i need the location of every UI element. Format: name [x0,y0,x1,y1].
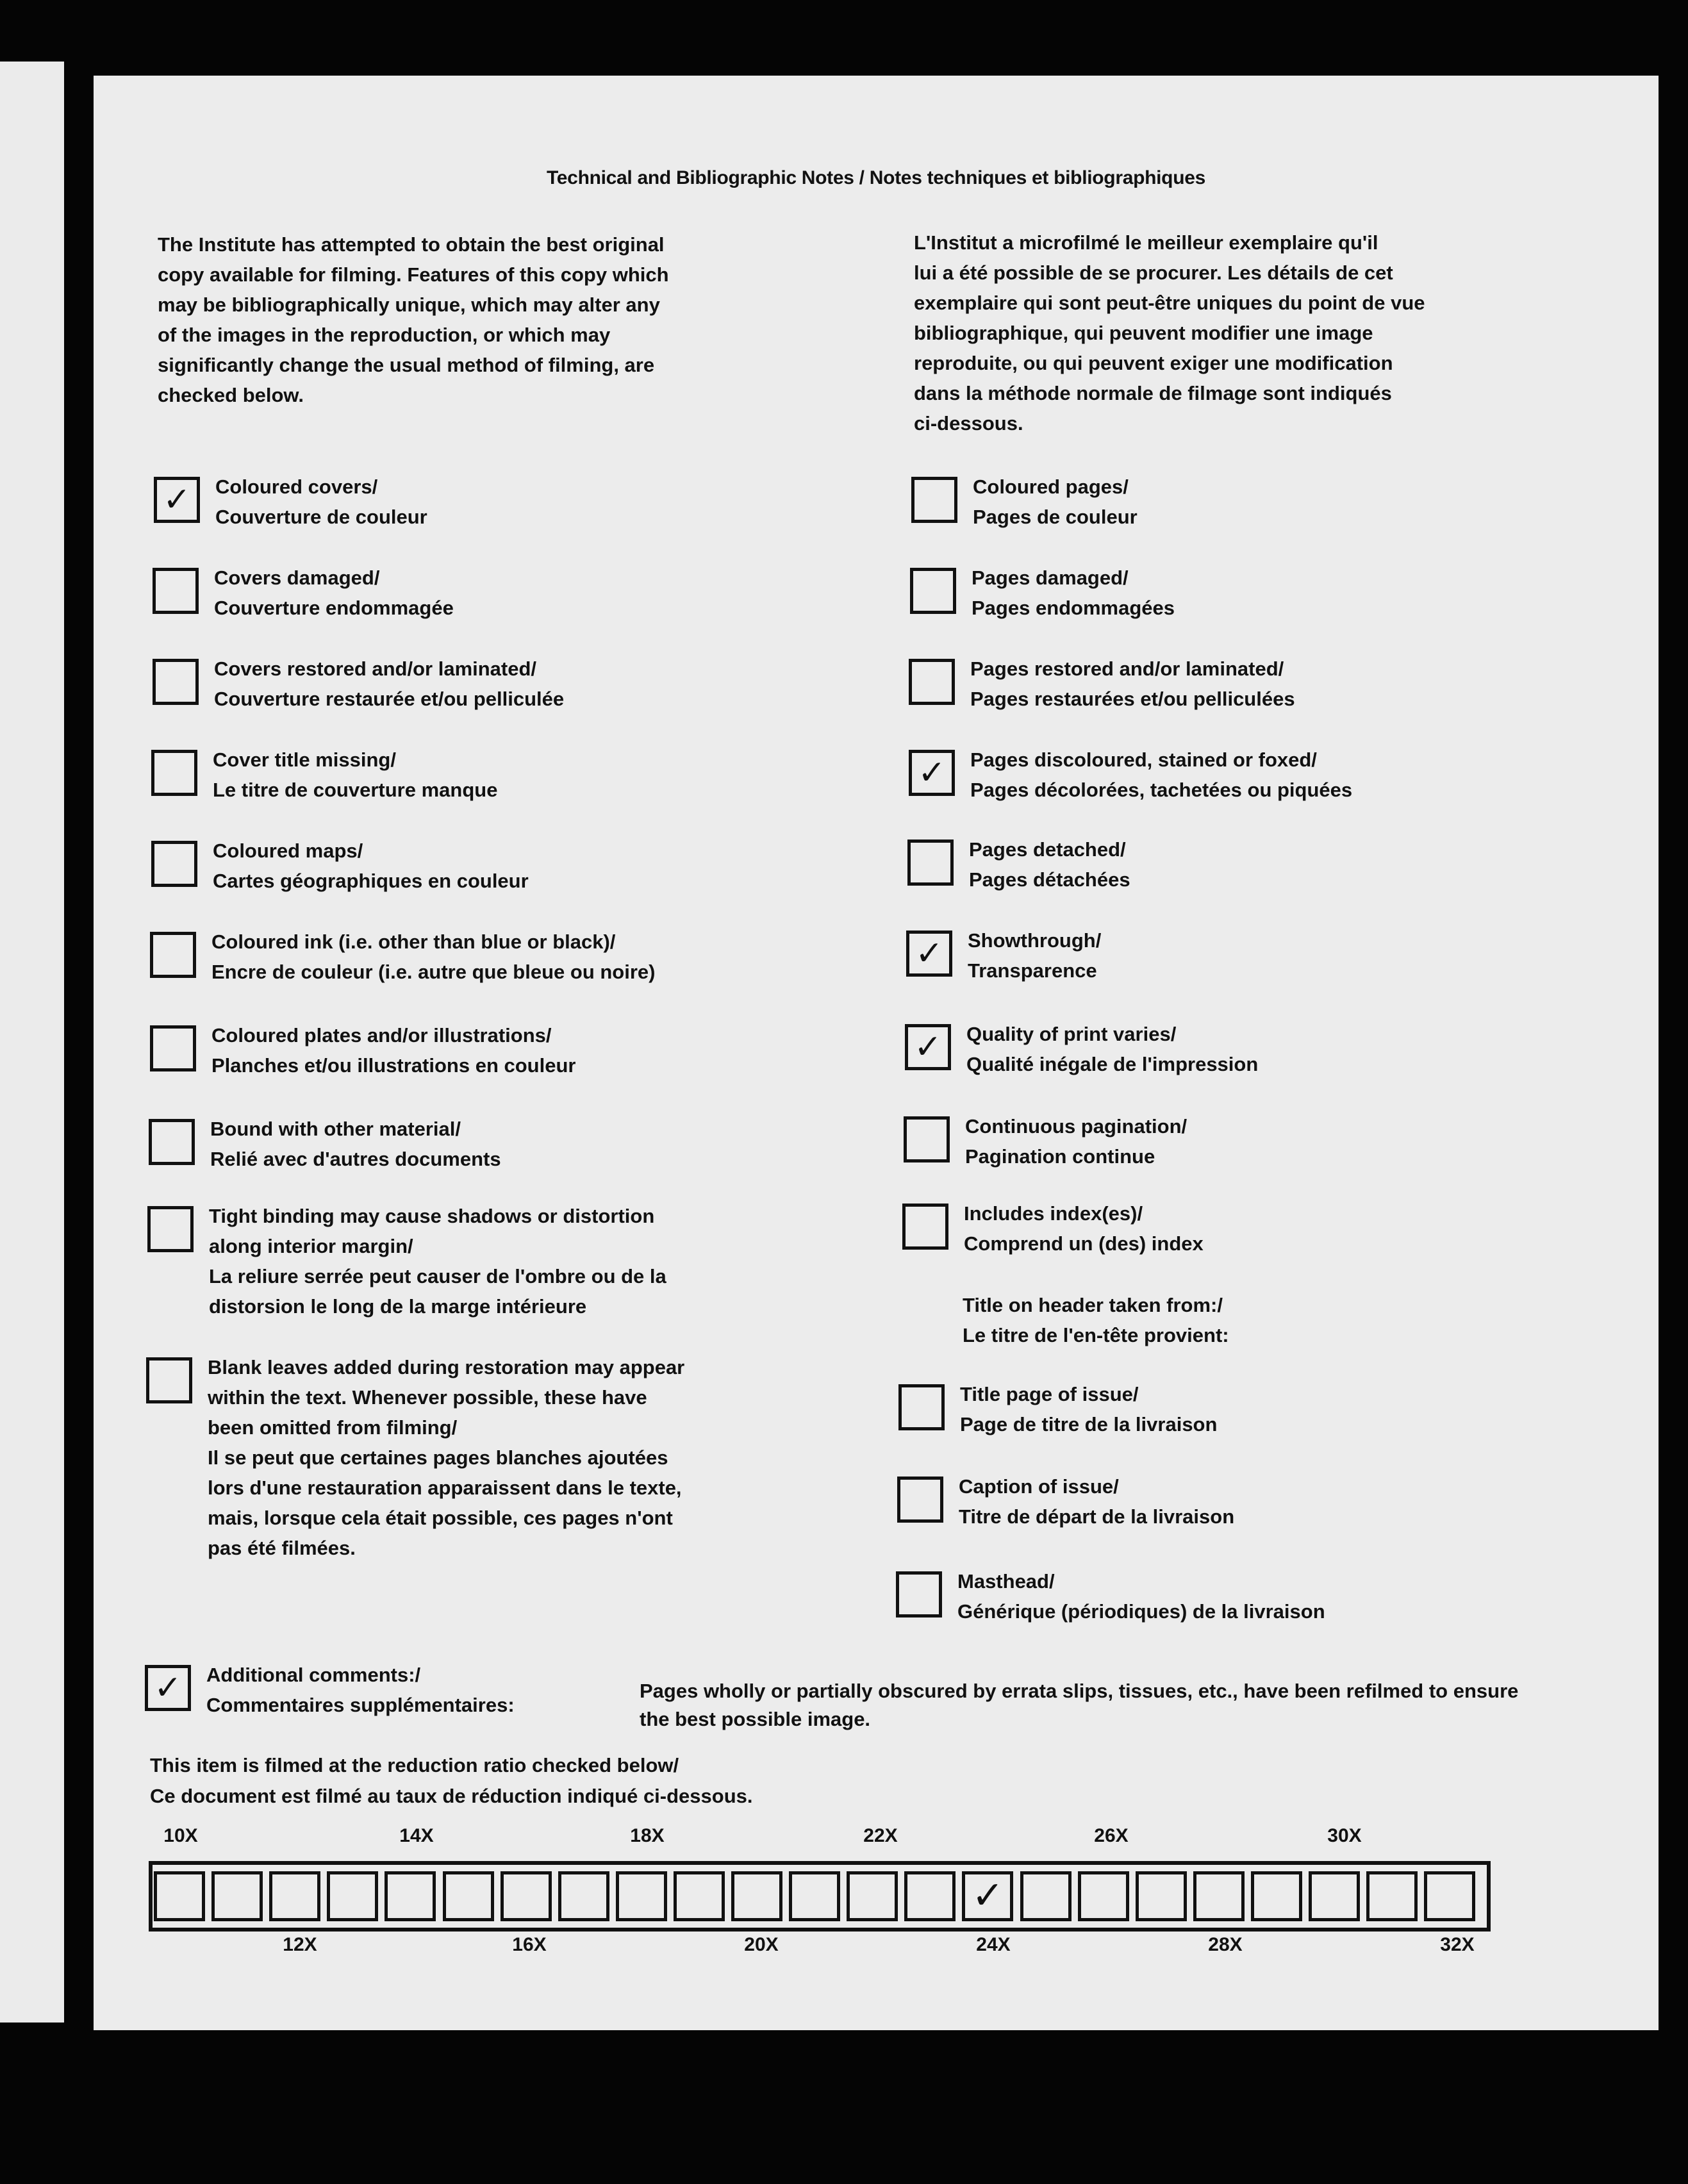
adjacent-page-edge [0,62,64,2023]
item-label: Title page of issue/ Page de titre de la livraison [960,1383,1218,1435]
checkbox[interactable] [896,1571,942,1617]
scale-label: 30X [1327,1825,1362,1846]
header-note: Title on header taken from:/ Le titre de l'en-tête provient: [963,1294,1229,1346]
check-mark-icon: ✓ [163,481,191,519]
notes-page [94,76,1659,2030]
intro-line: may be bibliographically unique, which may alter any [158,294,660,316]
checkbox[interactable] [153,659,199,705]
item-label: Coloured maps/ Cartes géographiques en couleur [213,840,529,892]
item-label: Caption of issue/ Titre de départ de la livraison [959,1475,1235,1528]
item-label: Coloured covers/ Couverture de couleur [215,476,427,528]
item-label: Quality of print varies/ Qualité inégale de l'impression [966,1023,1259,1075]
intro-line: checked below. [158,384,304,406]
ratio-cell[interactable] [1193,1871,1245,1921]
checkbox[interactable] [898,1384,945,1430]
reduction-ratio-text: This item is filmed at the reduction ratio checked below/ Ce document est filmé au taux de réduction indiqué ci-dessous. [150,1754,753,1807]
checkbox[interactable] [902,1204,948,1250]
item-label: Tight binding may cause shadows or distortion along interior margin/ La reliure serrée peut causer de l'ombre ou de la distorsion le long de la marge intérieure [209,1205,666,1318]
item-label: Masthead/ Générique (périodiques) de la livraison [957,1570,1325,1623]
intro-line: of the images in the reproduction, or which may [158,324,611,346]
scale-label: 14X [399,1825,434,1846]
intro-line: ci-dessous. [914,412,1023,434]
intro-french [914,228,1425,438]
checkbox[interactable] [151,841,197,887]
item-label: Showthrough/ Transparence [968,929,1102,982]
scale-label: 24X [976,1934,1011,1955]
scale-label: 16X [512,1934,547,1955]
page-title: Technical and Bibliographic Notes / Notes techniques et bibliographiques [547,167,1205,188]
checkbox[interactable] [149,1119,195,1165]
ratio-cell[interactable] [789,1871,840,1921]
check-mark-icon: ✓ [914,1028,942,1066]
reduction-ratio-strip [149,1861,1491,1932]
ratio-cell[interactable] [616,1871,667,1921]
item-label: Cover title missing/ Le titre de couverture manque [213,749,498,801]
intro-line: exemplaire qui sont peut-être uniques du point de vue [914,292,1425,314]
ratio-cell[interactable] [1251,1871,1302,1921]
scale-label: 28X [1208,1934,1243,1955]
checkbox[interactable] [147,1206,194,1252]
item-label: Pages restored and/or laminated/ Pages restaurées et/ou pelliculées [970,658,1295,710]
scale-label: 32X [1440,1934,1475,1955]
checkbox[interactable] [897,1477,943,1523]
intro-line: copy available for filming. Features of this copy which [158,263,669,286]
intro-line: The Institute has attempted to obtain the best original [158,233,665,256]
scale-label: 18X [630,1825,665,1846]
intro-english [158,229,669,410]
ratio-cell[interactable] [1424,1871,1475,1921]
intro-line: dans la méthode normale de filmage sont indiqués [914,382,1392,404]
item-label: Covers restored and/or laminated/ Couverture restaurée et/ou pelliculée [214,658,565,710]
checkbox[interactable] [150,932,196,978]
ratio-cell[interactable] [327,1871,378,1921]
checkbox[interactable] [150,1025,196,1071]
scale-label: 26X [1094,1825,1129,1846]
check-mark-icon: ✓ [154,1669,182,1707]
item-label: Coloured plates and/or illustrations/ Planches et/ou illustrations en couleur [211,1024,576,1077]
item-label: Bound with other material/ Relié avec d'autres documents [210,1118,501,1170]
item-label: Continuous pagination/ Pagination continue [965,1115,1187,1168]
ratio-cell[interactable] [847,1871,898,1921]
intro-line: lui a été possible de se procurer. Les détails de cet [914,261,1393,284]
ratio-cell[interactable]: ✓ [962,1871,1013,1921]
scale-label: 10X [163,1825,198,1846]
ratio-cell[interactable] [1366,1871,1418,1921]
intro-line: L'Institut a microfilmé le meilleur exemplaire qu'il [914,231,1378,254]
additional-comments-text: Pages wholly or partially obscured by errata slips, tissues, etc., have been refilmed to ensure the best possible image. [640,1680,1519,1730]
checkbox[interactable] [911,477,957,523]
item-label: Blank leaves added during restoration may appear within the text. Whenever possible, these have been omitted from filming/ Il se peut que certaines pages blanches ajoutées lors d'une restauration apparaissent dans le texte, mais, lorsque cela était possible, ces pages n'ont pas été filmées. [208,1356,685,1559]
ratio-cell[interactable] [731,1871,782,1921]
scale-label: 12X [283,1934,317,1955]
intro-line: significantly change the usual method of filming, are [158,354,655,376]
item-label: Covers damaged/ Couverture endommagée [214,567,454,619]
item-label: Coloured pages/ Pages de couleur [973,476,1138,528]
ratio-cell[interactable] [154,1871,205,1921]
checkbox[interactable] [910,568,956,614]
item-label: Includes index(es)/ Comprend un (des) index [964,1202,1204,1255]
intro-line: reproduite, ou qui peuvent exiger une modification [914,352,1393,374]
checkbox[interactable] [153,568,199,614]
scale-label: 22X [863,1825,898,1846]
ratio-cell[interactable] [443,1871,494,1921]
scale-label: 20X [744,1934,779,1955]
ratio-cell[interactable] [674,1871,725,1921]
ratio-cell[interactable] [211,1871,263,1921]
intro-line: bibliographique, qui peuvent modifier une image [914,322,1373,344]
check-mark-icon: ✓ [915,934,943,973]
checkbox[interactable] [146,1357,192,1403]
check-mark-icon: ✓ [918,754,946,792]
checkbox[interactable] [904,1116,950,1162]
ratio-cell[interactable] [385,1871,436,1921]
ratio-cell[interactable] [269,1871,320,1921]
ratio-cell[interactable] [1078,1871,1129,1921]
item-label: Pages damaged/ Pages endommagées [972,567,1175,619]
ratio-cell[interactable] [501,1871,552,1921]
checkbox[interactable] [151,750,197,796]
checkbox[interactable] [909,659,955,705]
ratio-cell[interactable] [1136,1871,1187,1921]
checkbox[interactable] [907,840,954,886]
item-label: Pages discoloured, stained or foxed/ Pages décolorées, tachetées ou piquées [970,749,1353,801]
ratio-cell[interactable] [558,1871,609,1921]
item-label: Pages detached/ Pages détachées [969,838,1130,891]
item-label: Coloured ink (i.e. other than blue or black)/ Encre de couleur (i.e. autre que bleue ou noire) [211,931,656,983]
ratio-cell[interactable] [1020,1871,1072,1921]
item-label: Additional comments:/ Commentaires supplémentaires: [206,1664,515,1716]
ratio-cell[interactable] [904,1871,956,1921]
ratio-cell[interactable] [1309,1871,1360,1921]
